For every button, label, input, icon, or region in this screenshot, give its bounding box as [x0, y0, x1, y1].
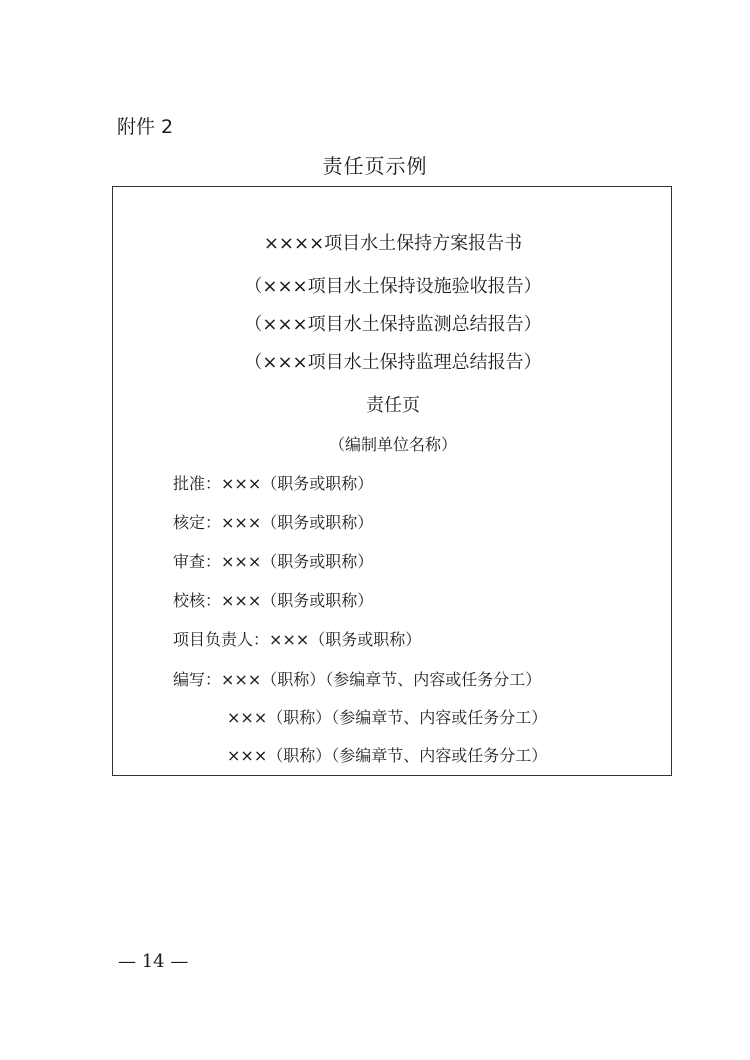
unit-name-placeholder: （编制单位名称） — [328, 435, 457, 454]
project-lead-entry: ×××（职务或职称） — [269, 630, 422, 649]
page-number: — 14 — — [118, 951, 189, 972]
report-title-plan: ××××项目水土保持方案报告书 — [263, 233, 523, 254]
approver-entry: ×××（职务或职称） — [221, 474, 374, 493]
verifier-role: 核定： — [173, 513, 222, 532]
responsibility-page-frame — [112, 186, 672, 776]
project-lead-line — [173, 628, 421, 652]
reviewer-role: 审查： — [173, 552, 222, 571]
verifier-entry: ×××（职务或职称） — [221, 513, 374, 532]
project-lead-role: 项目负责人： — [173, 630, 270, 649]
writer-role: 编写： — [173, 670, 222, 689]
report-title-monitoring: （×××项目水土保持监测总结报告） — [244, 314, 542, 335]
writer-additional-line: ×××（职称）（参编章节、内容或任务分工） — [227, 708, 548, 727]
report-title-supervision: （×××项目水土保持监理总结报告） — [244, 352, 542, 373]
responsibility-heading: 责任页 — [366, 395, 420, 416]
proofreader-role: 校核： — [173, 591, 222, 610]
writer-additional-line: ×××（职称）（参编章节、内容或任务分工） — [227, 746, 548, 765]
proofreader-line — [173, 589, 373, 613]
writer-entry: ×××（职称）（参编章节、内容或任务分工） — [221, 670, 542, 689]
reviewer-entry: ×××（职务或职称） — [221, 552, 374, 571]
verifier-line — [173, 511, 373, 535]
report-title-acceptance: （×××项目水土保持设施验收报告） — [244, 276, 542, 297]
reviewer-line — [173, 550, 373, 574]
approver-line — [173, 472, 373, 496]
attachment-label: 附件 2 — [117, 116, 174, 138]
writer-line — [173, 668, 541, 692]
approver-role: 批准： — [173, 474, 222, 493]
proofreader-entry: ×××（职务或职称） — [221, 591, 374, 610]
example-title: 责任页示例 — [322, 154, 428, 178]
